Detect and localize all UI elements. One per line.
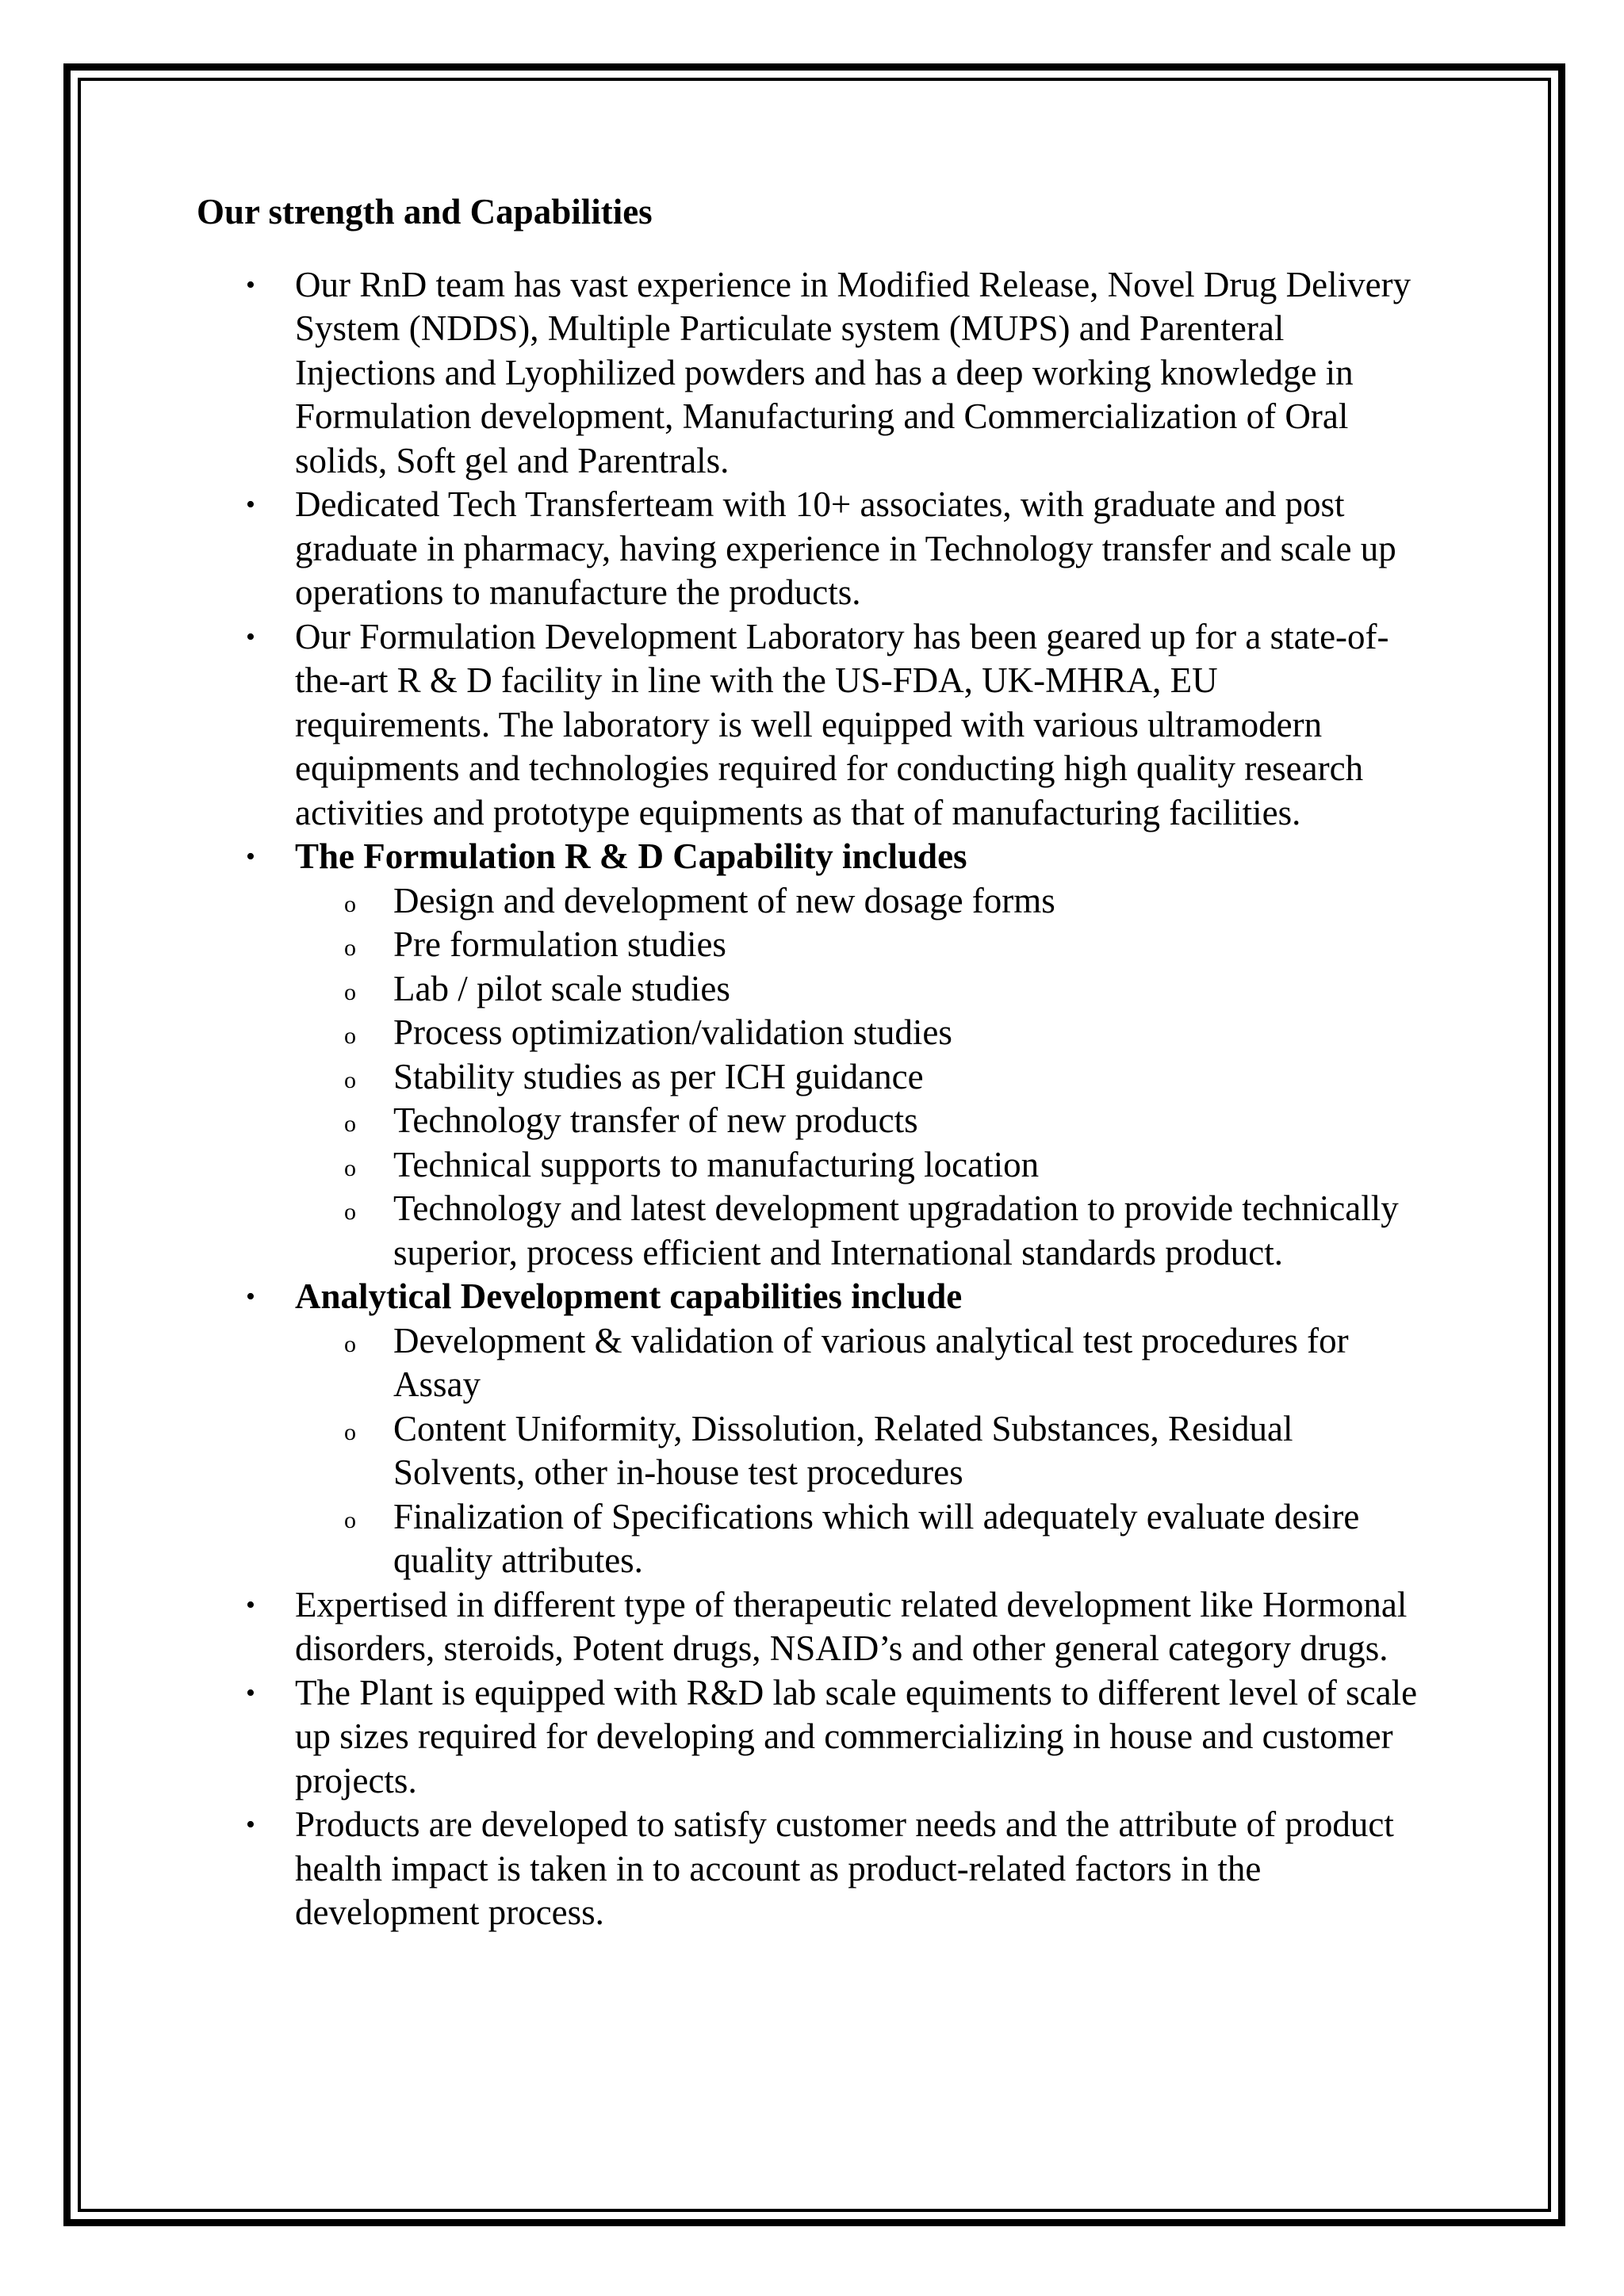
sub-list-item-text: Stability studies as per ICH guidance (393, 1056, 924, 1096)
formulation-subheading: The Formulation R & D Capability includes (295, 836, 967, 876)
sub-list-item-text: Pre formulation studies (393, 924, 726, 964)
circle-bullet-icon: o (344, 1066, 356, 1093)
sub-list-item (295, 879, 1418, 924)
sub-list-item (295, 1407, 1418, 1495)
sub-list-item-text: Technology and latest development upgradation to provide technically superior, process efficient and International standards product. (393, 1188, 1399, 1272)
circle-bullet-icon: o (344, 1199, 356, 1225)
list-item (197, 263, 1418, 484)
analytical-sublist (295, 1319, 1418, 1583)
sub-list-item-text: Development & validation of various analytical test procedures for Assay (393, 1320, 1349, 1404)
circle-bullet-icon: o (344, 1418, 356, 1445)
section-heading: Our strength and Capabilities (197, 192, 653, 232)
bullet-icon: • (246, 1810, 255, 1839)
list-item (197, 1583, 1418, 1671)
circle-bullet-icon: o (344, 1330, 356, 1357)
bullet-icon: • (246, 1282, 255, 1311)
sub-list-item-text: Technology transfer of new products (393, 1100, 918, 1140)
sub-list-item-text: Content Uniformity, Dissolution, Related Substances, Residual Solvents, other in-house test procedures (393, 1408, 1293, 1492)
sub-list-item-text: Process optimization/validation studies (393, 1012, 952, 1052)
sub-list-item (295, 967, 1418, 1012)
list-item-text: Our RnD team has vast experience in Modified Release, Novel Drug Delivery System (NDDS), Multiple Particulate system (MUPS) and Parenteral Injections and Lyophilized powders and has a deep working knowledge in Formulation development, Manufacturing and Commercialization of Oral solids, Soft gel and Parentrals. (295, 264, 1411, 480)
bullet-icon: • (246, 1590, 255, 1620)
circle-bullet-icon: o (344, 890, 356, 917)
analytical-subheading: Analytical Development capabilities include (295, 1276, 963, 1316)
list-item (197, 615, 1418, 836)
formulation-sublist (295, 879, 1418, 1276)
bullet-icon: • (246, 842, 255, 871)
sub-list-item-text: Lab / pilot scale studies (393, 968, 730, 1008)
sub-list-item (295, 923, 1418, 967)
circle-bullet-icon: o (344, 1023, 356, 1049)
sub-list-item (295, 1187, 1418, 1275)
list-item-text: Products are developed to satisfy customer needs and the attribute of product health impact is taken in to account as product-related factors in the development process. (295, 1804, 1394, 1932)
list-item-text: Dedicated Tech Transferteam with 10+ associates, with graduate and post graduate in pharmacy, having experience in Technology transfer and scale up operations to manufacture the products. (295, 484, 1396, 612)
document-body (197, 190, 1465, 1935)
sub-list-item (295, 1143, 1418, 1188)
list-item (197, 835, 1418, 1275)
sub-list-item-text: Design and development of new dosage forms (393, 880, 1055, 920)
sub-list-item-text: Finalization of Specifications which will adequately evaluate desire quality attributes. (393, 1496, 1360, 1580)
bullet-icon: • (246, 490, 255, 519)
sub-list-item (295, 1495, 1418, 1583)
sub-list-item (295, 1011, 1418, 1055)
list-item (197, 483, 1418, 615)
circle-bullet-icon: o (344, 1111, 356, 1137)
sub-list-item (295, 1319, 1418, 1407)
circle-bullet-icon: o (344, 935, 356, 961)
bullet-icon: • (246, 1678, 255, 1708)
list-item (197, 1275, 1418, 1583)
list-item (197, 1671, 1418, 1804)
list-item-text: The Plant is equipped with R&D lab scale equiments to different level of scale up sizes required for developing and commercializing in house and customer projects. (295, 1672, 1418, 1800)
circle-bullet-icon: o (344, 1506, 356, 1533)
sub-list-item (295, 1055, 1418, 1100)
sub-list-item (295, 1099, 1418, 1143)
sub-list-item-text: Technical supports to manufacturing location (393, 1144, 1040, 1184)
capabilities-list (197, 263, 1465, 1935)
list-item-text: Our Formulation Development Laboratory has been geared up for a state-of-the-art R & D facility in line with the US-FDA, UK-MHRA, EU requirements. The laboratory is well equipped with various ultramodern equipments and technologies required for conducting high quality research activities and prototype equipments as that of manufacturing facilities. (295, 616, 1389, 832)
bullet-icon: • (246, 270, 255, 300)
list-item (197, 1803, 1418, 1935)
bullet-icon: • (246, 622, 255, 652)
list-item-text: Expertised in different type of therapeutic related development like Hormonal disorders, steroids, Potent drugs, NSAID’s and other general category drugs. (295, 1584, 1408, 1668)
circle-bullet-icon: o (344, 1154, 356, 1181)
circle-bullet-icon: o (344, 978, 356, 1005)
